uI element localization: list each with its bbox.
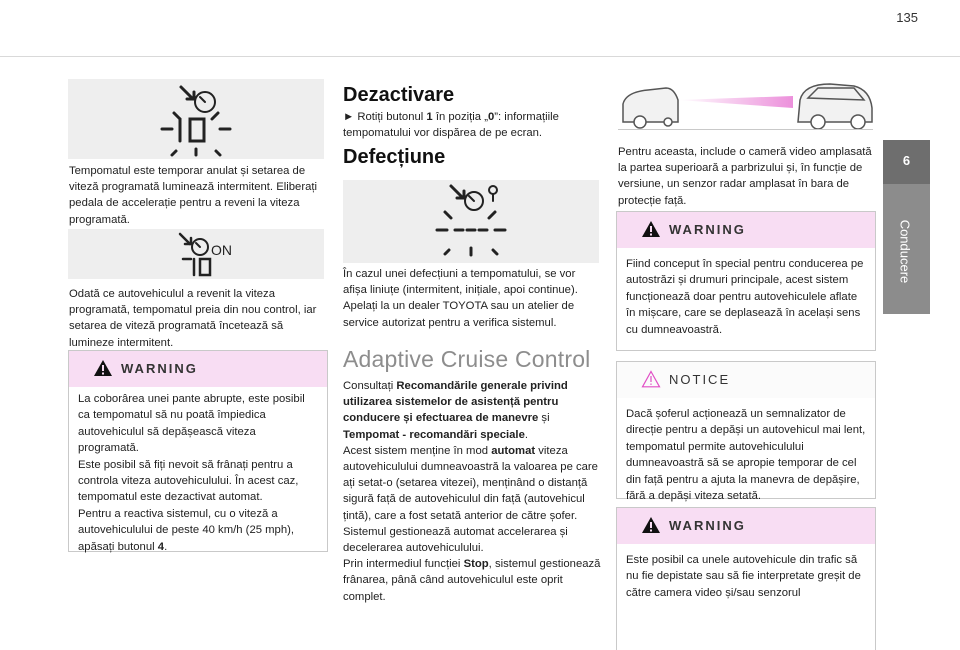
warning-title: WARNING	[669, 222, 746, 237]
acc-automat: automat	[491, 444, 536, 457]
dezactivare-part: în poziția „	[432, 111, 488, 123]
acc-part: Consultați	[343, 380, 397, 392]
warning-text: Fiind conceput în special pentru conducerea pe autostrăzi și drumuri principale, acest sistem funcționează doar pentru autovehiculele aflate în mișcare, care se deplasează în același sens cu dumneavoastră.	[626, 258, 864, 336]
warning-triangle-icon	[641, 516, 661, 534]
warning-last-prefix: apăsați butonul	[78, 540, 158, 553]
defectiune-heading: Defecțiune	[343, 146, 446, 168]
right-intro: Pentru aceasta, include o cameră video amplasată la partea superioară a parbrizului și, în funcție de versiune, un senzor radar amplasat în bara de protecție față.	[618, 146, 872, 207]
warning-title: WARNING	[669, 518, 746, 533]
warning-box-left	[68, 350, 328, 552]
acc-stop: Stop	[463, 558, 489, 571]
top-rule	[0, 56, 960, 57]
acc-intro	[343, 378, 601, 605]
page-number: 135	[896, 10, 918, 25]
notice-box	[616, 361, 876, 503]
warning-text: Este posibil ca unele autovehicule din trafic să nu fie depistate sau să fie interpretate greșit de către camera video și/sau senzorul	[626, 554, 861, 599]
warning-line: Este posibil să fiți nevoit să frânați pentru a	[78, 458, 293, 471]
cruise-control-fault-icon	[343, 180, 599, 263]
warning-line: Pentru a reactiva sistemul, cu o viteză a	[78, 507, 278, 520]
bullet-arrow: ►	[343, 111, 355, 123]
acc-part: Acest sistem menține în mod	[343, 444, 492, 457]
notice-title: NOTICE	[669, 372, 731, 387]
warning-line: tempomatul este dezactivat automat.	[78, 491, 263, 504]
warning-title: WARNING	[121, 361, 198, 376]
chapter-label-wrap	[889, 196, 921, 310]
chapter-label: Conducere	[897, 219, 913, 284]
notice-triangle-icon	[641, 370, 661, 388]
warning-line: ca tempomatul să nu poată împiedica	[78, 409, 266, 422]
acc-heading: Adaptive Cruise Control	[343, 346, 591, 372]
dezactivare-heading: Dezactivare	[343, 84, 455, 106]
notice-text: Dacă șoferul acționează un semnalizator de direcție pentru a depăși un autovehicul mai lent, tempomatul permite autovehiculului dumneavoastră să se apropie temporar de cel din față pentru a ajuta la manevra de depășire, fără a depăși viteza setată.	[626, 408, 866, 503]
on-text: ON	[211, 242, 232, 258]
warning-line: autovehiculului de peste 40 km/h (25 mph),	[78, 524, 295, 537]
acc-part: și	[538, 412, 550, 425]
dezactivare-part: ”: informațiile tempomatului vor dispărea de pe ecran.	[343, 111, 559, 140]
fault-image	[343, 180, 599, 263]
acc-ref-special[interactable]: Tempomat - recomandări speciale	[343, 428, 525, 441]
acc-part: , sistemul gestionează frânarea, până când autovehiculul este oprit complet.	[343, 558, 601, 603]
cruise-flash-image	[68, 79, 324, 159]
warning-box-right-1	[616, 211, 876, 351]
warning-header	[617, 508, 875, 544]
warning-box-right-2	[616, 507, 876, 650]
cruise-control-on-icon	[68, 229, 324, 279]
notice-header	[617, 362, 875, 398]
button-4-ref: 4	[157, 540, 165, 553]
warning-line: controla viteza autovehiculului. În acest caz,	[78, 475, 299, 488]
dezactivare-text	[343, 109, 599, 141]
warning-line: programată.	[78, 442, 139, 455]
warning-line: La coborârea unei pante abrupte, este posibil	[78, 393, 305, 405]
acc-part: .	[524, 428, 528, 441]
acc-part: viteza autovehiculului dumneavoastră la valoarea pe care ați setat-o (setarea vitezei), menținând o distanță sigură față de autovehiculul din față (autovehicul țintă), care a fost setată anterior de către șofer. Sistemul gestionează automat accelerarea și decelerarea autovehiculului.	[343, 444, 598, 555]
car-front-camera-radar-icon	[618, 78, 874, 130]
acc-ref-general[interactable]: Recomandările generale privind utilizarea sistemelor de asistență pentru conducere și efectuarea de manevre	[343, 380, 568, 425]
cruise-control-speedometer-icon	[68, 79, 324, 159]
warning-header	[69, 351, 327, 387]
warning-line: autovehiculul să depășească viteza	[78, 425, 256, 438]
acc-part: Prin intermediul funcției	[343, 558, 464, 571]
chapter-number: 6	[902, 153, 911, 168]
warning-text	[78, 391, 321, 555]
dezactivare-part: Rotiți butonul	[357, 111, 427, 123]
button-1-ref: 1	[426, 111, 433, 123]
para-cruise-canceled: Tempomatul este temporar anulat și setarea de viteză programată luminează intermitent. Eliberați pedala de accelerație pentru a reveni la viteza programată.	[69, 165, 318, 226]
warning-line-last	[78, 539, 321, 555]
defectiune-text: În cazul unei defecțiuni a tempomatului, se vor afișa liniuțe (intermitent, inițiale, apoi continue). Apelați la un dealer TOYOTA sau un atelier de service autorizat pentru a verifica sistemul.	[343, 268, 578, 329]
warning-last-suffix: .	[164, 540, 168, 553]
warning-triangle-icon	[93, 359, 113, 377]
warning-header	[617, 212, 875, 248]
position-0-ref: 0	[487, 111, 495, 123]
car-baseline	[618, 129, 873, 130]
warning-triangle-icon	[641, 220, 661, 238]
para-cruise-resume: Odată ce autovehiculul a revenit la viteza programată, tempomatul preia din nou control, iar setarea de viteză programată încetează să lumineze intermitent.	[69, 288, 317, 349]
cruise-on-image	[68, 229, 324, 279]
